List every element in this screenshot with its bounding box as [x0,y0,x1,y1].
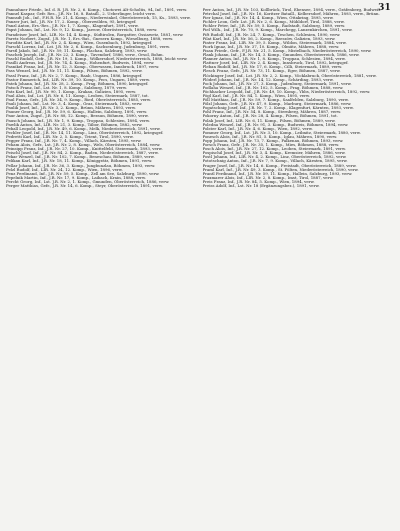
list-entry: Papst Johann, Inf., Lst. Nr. 9, 12. Komp., Jarrow, Oberösterreich, 1888, verw. [6,27,158,33]
list-entry: Piork Ignaz, Inf., J.R. Nr. 37, 10. Komp., Olmütz, Mähren, 1888, verw. [202,43,340,49]
list-entry: Perr Anton, Inf., J.R. Nr. 103, Kollbrück, Tirol, Ebensee, 1894, verw., Gräfenberg, Budweis. [202,8,382,12]
list-entry: Pawlik Anton, Inf., LIR. Nr. 21, 3. Komp., Tábor, Böhmen, 1882, verw. [6,121,143,127]
list-entry: Paschl Rudolf, Gefr., J.R. Nr. 19, 1. Komp., Wölkersdorf, Niederösterreich, 1888, leicht verw. [6,56,188,62]
column-left [6,8,198,528]
list-entry: Preis Franz, Inf., J.R. Nr. 84, 5. Komp., Wien, 1894, verw. [202,178,315,184]
list-entry: Prantl Ferdinand, Inf., J.R. Nr. 59, 11. Komp., Hallein, Salzburg, 1893, verw. [202,170,353,176]
list-entry: Paul Alois, Inf., Lst. J.R. Nr. 6, 11. Komp., Leoben, Steiermark, 1887, tot. [6,92,149,98]
list-entry: Postl Johann, Inf., LIR. Nr. 4, 2. Komp., Linz, Oberösterreich, 1892, verw. [202,154,347,160]
list-entry: Pögl Karl, Inf., J.R. Nr. 84, 1. Komp., Wien, 1895, verw. [202,92,311,98]
list-entry: Pisan Friedr., Gefr., F.J.R. Nr. 21, 5. Komp., Mistelbach, Niederösterreich, 1890, verw. [202,47,372,53]
list-entry: Passl Franz, Inf., J.R. Nr. 2, 7. Komp., Raab, Ungarn, 1886, kriegsgef. [6,72,143,78]
list-entry: Pock Johann, Inf., J.R. Nr. 27, 3. Komp., Judenburg, Steiermark, 1891, verw. [202,80,352,86]
list-entry: Paroditz Karl, Inf., J.R. Nr. 2, 4. Komp., Wien, Gusenbach, 1892, kriegsgef. [6,39,153,45]
list-entry: Pannel Kaspar, Gefr. Res., J.R. Nr. 16, 8. Bataill., 2. Ueberlinger, leicht verw. [6,11,156,17]
list-entry: Porsch Franz, Gefr., J.R. Nr. 35, 1. Komp., Mies, Böhmen, 1888, verw. [202,142,340,148]
list-entry: Poledna Wenzel, Inf., J.R. Nr. 91, 3. Komp., Budweis, Böhmen, 1894, verw. [202,121,349,127]
list-entry: Pedretti Karl, Inf., LIR. Nr. 2, 5. Komp., Trient, Tirol, 1890, verw. [6,133,134,139]
list-entry: Peinsipp Franz, Inf., J.R. Nr. 27, 10. Komp., Knittelfeld, Steiermark, 1893, verw. [6,146,163,152]
list-entry: Planner Anton, Inf., J.R. Nr. 1, 8. Komp., Troppau, Schlesien, 1894, verw. [202,56,346,62]
list-entry: Pölzl Johann, Gefr., J.R. Nr. 47, 9. Komp., Marburg, Steiermark, 1886, verw. [202,101,352,107]
list-entry: Paul Franz, Gefr., J.R. Nr. 34, 9. Komp., Ried, Oberösterreich, 1885, verw. [6,97,152,103]
list-entry: Pospischil Josef, Inf., J.R. Nr. 3, 4. Komp., Kremsier, Mähren, 1886, verw. [202,150,346,156]
list-entry: Pokorny Anton, Inf., J.R. Nr. 28, 4. Komp., Pilsen, Böhmen, 1891, tot. [202,113,338,119]
list-entry: Preiss Adolf, Inf., Lst. Nr. 18 (Ergänzungsbez.), 1891, verw. [202,183,320,189]
list-entry: Perger Matthias, Gefr., J.R. Nr. 14, 6. Komp., Steyr, Oberösterreich, 1891, verw. [6,183,164,189]
list-entry: Percht Georg, Inf., Lst. J.R. Nr. 2, 1. Komp., Gmunden, Oberösterreich, 1886, verw. [6,178,170,184]
list-entry: Pegger Franz, Inf., J.R. Nr. 7, 4. Komp., Villach, Kärnten, 1895, verw. [6,138,142,143]
list-entry: Pelzl Rudolf, Inf., LIR. Nr. 24, 12. Komp., Wien, 1896, verw. [6,166,123,172]
list-entry: Pelikan Karl, Inf., J.R. Nr. 18, 11. Komp., Königgrätz, Böhmen, 1891, verw. [6,158,153,164]
list-entry: Pift Rudolf, Inf., J.R. Nr. 24, 7. Komp., Teschen, Schlesien, 1890, verw. [202,31,341,37]
list-entry: Pöll Matthias, Inf., J.R. Nr. 59, 7. Komp., Saalfelden, Salzburg, 1890, verw. [202,97,349,103]
list-entry: Pechler Josef, Inf., J.R. Nr. 14, 11. Komp., Linz, Oberösterreich, 1892, kriegsgef. [6,129,164,135]
list-entry: Paschek Joseph, Inf., J.R. Nr. 22, 3. Komp., Tavendorf, 1886, verw., Orsol, Bohm. [6,52,164,58]
list-entry: Paulik Josef, Inf., J.R. Nr. 3, 2. Komp., Brünn, Mähren, 1893, verw. [6,105,137,111]
list-entry: Pauli Johann, Inf., Lst. Nr. 3, 4. Komp., Graz, Steiermark, 1883, verw. [6,101,143,107]
list-entry: Paur Anton, Zugsf., J.R. Nr. 88, 12. Komp., Beraun, Böhmen, 1890, verw. [6,113,149,119]
list-entry: Peham Alois, Gefr., Lst. J.R. Nr. 2, 8. Komp., Wels, Oberösterreich, 1884, verw. [6,142,161,148]
list-entry: Pekar Wenzel, Inf., J.R. Nr. 102, 7. Komp., Beneschau, Böhmen, 1889, verw. [6,154,155,160]
list-entry: Popp Johann, Inf., J.R. Nr. 73, 7. Komp., Falkenau, Böhmen, 1893, verw. [202,138,344,143]
list-entry: Plank Johann, Inf., J.R. Nr. 14, 3. Komp., Gmunden, Oberösterreich, 1886, verw. [202,52,360,58]
list-entry: Pepelnik Martin, Inf., J.R. Nr. 17, 9. Komp., Laibach, Krain, 1888, verw. [6,174,147,180]
list-entry: Parstl Jakob, Inf., J.R. Nr. 59, 11. Komp., Flachau, Salzburg, 1893, verw. [6,47,148,53]
columns [6,8,394,528]
column-right [203,8,395,528]
list-entry: Piel Wilh., Inf., J.R. Nr. 70, 9. Komp., Marchegg, Lanzenkirchen, 1891, verw. [202,27,353,33]
list-entry: Pellar Johann, Inf., J.R. Nr. 36, 3. Komp., Jungbunzlau, Böhmen, 1893, verw. [6,162,156,168]
list-entry: Paradeiser Josef, Inf., LIR. Nr. 14, 4. Komp., Südtirolen, Rorgatter, Ossiawetz, 1881, verw. [6,31,184,37]
list-entry: Praxmarer Alois, Inf., LIR. Nr. 2, 8. Komp., Imst, Tirol, 1887, verw. [202,174,334,180]
list-entry: Pass Wenzel, Inf., J.R. Nr. 11, 11. Komp., Pilsen, Böhmen, 1892, verw. [6,68,143,74]
list-entry: Penz Ferdinand, Inf., J.R. Nr. 59, 5. Komp., Zell am See, Salzburg, 1890, verw. [6,170,160,176]
list-entry: Pier Ignaz, Inf., J.R. Nr. 14, 4. Komp., Wien, Ottakring, 1895, verw. [202,15,334,21]
list-entry: Plöderl Johann, Inf., J.R. Nr. 14, 12. Komp., Schärding, 1893, verw. [202,76,334,82]
list-entry: Patek Johann, Inf., J.R. Nr. 28, 2. Komp., Prag, Böhmen, 1890, kriegsgef. [6,80,149,86]
list-entry: Pommer Georg, Inf., Lst. J.R. Nr. 3, 10. Komp., Leibnitz, Steiermark, 1880, verw. [202,129,361,135]
list-entry: Pototschnig Anton, Inf., J.R. Nr. 7, 9. Komp., Villach, Kärnten, 1895, verw. [202,158,348,164]
list-entry: Peischl Josef, Inf., J.R. Nr. 84, 2. Komp., Baden, Niederösterreich, 1887, verw. [6,150,159,156]
list-entry: Paretz Norbert, Zugsf., J.R. Nr. 1, Ers.-Bat., Gnesern Komp., Wieselburg, 1888, verw. [6,35,174,41]
list-entry: Pogatschnig Josef, Inf., J.R. Nr. 7, 2. Komp., Klagenfurt, Kärnten, 1893, verw. [202,105,354,111]
list-entry: Panzl Anton, Ers.-Res., J.R. Nr. 1, 7. Komp., Klagenfurt, 1891, verw. [6,23,139,29]
list-entry: Pöchhacker Leopold, Inf., J.R. Nr. 49, 10. Komp., Ybbs, Niederösterreich, 1892, verw. [202,88,371,94]
list-entry: Patz Karl, Inf., J.R. Nr. 90, 1. Komp., Krakau, Galizien, 1895, verw. [6,88,137,94]
list-entry: Pastor Emmerich, Inf., LIR. Nr. 39, 10. Komp., Pecs, Ungarn, 1889, verw. [6,76,150,82]
list-entry: Pichler Leon, Gefr. Lst. J.R. Nr. 2, 6. Komp., Mühldorf, Tirol, 1888, verw. [202,19,345,25]
list-entry: Pasilli Andreas, Inf., J.R. Nr. 74, 4. Komp., Hohenfurt, Budweis, 1894, verw. [6,60,155,66]
list-entry: Posch Alois, Inf., J.R. Nr. 27, 12. Komp., Leoben, Steiermark, 1891, verw. [202,146,346,152]
list-entry: Praml Karl, Inf., J.R. Nr. 49, 3. Komp., St. Pölten, Niederösterreich, 1890, verw. [202,166,359,172]
list-entry: Pausch Johann, Inf., J.R. Nr. 1, 9. Komp., Troppau, Schlesien, 1894, verw. [6,117,150,123]
list-entry: Pinter Franz, Inf., LIR. Nr. 39, 5. Komp., Wildon, Steiermark, 1884, verw. [202,39,347,45]
list-entry: Pichler Peter, Inf., J.R. Nr. 59, 5. Komp., Radstadt, Salzburg, 1889, verw. [202,23,346,29]
list-entry: Plesch Franz, Gefr., J.R. Nr. 73, 11. Komp., Eger, Böhmen, 1887, verw. [202,68,341,74]
list-entry: Prager Josef, Inf., J.R. Nr. 14, 6. Komp., Freistadt, Oberösterreich, 1889, verw. [202,162,357,168]
list-entry: Pannsdt Joh., Inf., F.H.R. Nr. 21, 4. Komp., Niederwinkel, Oberösterreich, 15, Ks., 1893, verw. [6,15,191,21]
list-entry: Podlaha Wenzel, Inf., J.R. Nr. 102, 5. Komp., Prag, Böhmen, 1888, verw. [202,84,344,90]
list-entry: Peball Leopold, Inf., J.R. Nr. 49, 6. Komp., Melk, Niederösterreich, 1891, verw. [6,125,161,131]
list-entry: Pauner Georg, Inf., J.R. Nr. 59, 6. Komp., Hallein, Salzburg, 1891, verw. [6,109,148,115]
list-entry: Parschl Lorenz, Inf., Lst. J.R. Nr. 2, 6. Komp., Sachsenburg, Judenburg, 1891, verw. [6,43,171,49]
list-entry: Ponesch Alois, Inf., J.R. Nr. 81, 5. Komp., Iglau, Mähren, 1890, verw. [202,133,338,139]
list-entry: Pleban Rudolf, Inf., J.R. Nr. 17, 6. Komp., Cilli, Steiermark, 1889, verw. [202,64,343,70]
list-entry: Plöckinger Josef, Inf., Lst. J.R. Nr. 2, 2. Komp., Vöcklabruck, Oberösterreich, 1881, verw. [202,72,377,78]
page-number: 31 [378,3,391,13]
list-entry: Patsch Franz, Inf., Lst. Nr. 1, 8. Komp., Salzburg, 1879, verw. [6,84,128,90]
list-entry: Pohl Franz, Inf., J.R. Nr. 54, 8. Komp., Sternberg, Mähren, 1887, verw. [202,109,342,115]
list-entry: Polster Karl, Inf., J.R. Nr. 4, 6. Komp., Wien, 1892, verw. [202,125,313,131]
list-entry: Panzer Juri, Inf., J.R. Nr. 17, 2. Komp., Oberzwilden, 95, kriegsgef. [6,19,137,25]
list-entry: Polak Josef, Inf., LIR. Nr. 6, 11. Komp., Pilsen, Böhmen, 1889, verw. [202,117,336,123]
list-entry: Plattner Josef, Inf., LIR. Nr. 2, 4. Komp., Innsbruck, Tirol, 1892, kriegsgef. [202,60,349,66]
list-entry: Pannuhner Friedr., Inf. d. R. J.R. Nr. 2, 6. Komp., Chotowei Alt-Scholtis, 94, Inf., 1891, verw. [6,8,188,12]
list-entry: Pilat Karl, Inf., J.R. Nr. 56, 2. Komp., Rzeszów, Galizien, 1893, verw. [202,35,336,41]
list-entry: Pasnikel Franz, Inf., J.R. Nr. 12, 3. Komp., Oberwasen, Innsbruck, 1897, verw. [6,64,160,70]
list-entry: Petrchal Josef, Inf., J.R. Nr. 16, Koritzer Bataill., Kelbersdorf, Mähren, 1893, verw., Brünn. [202,11,380,17]
